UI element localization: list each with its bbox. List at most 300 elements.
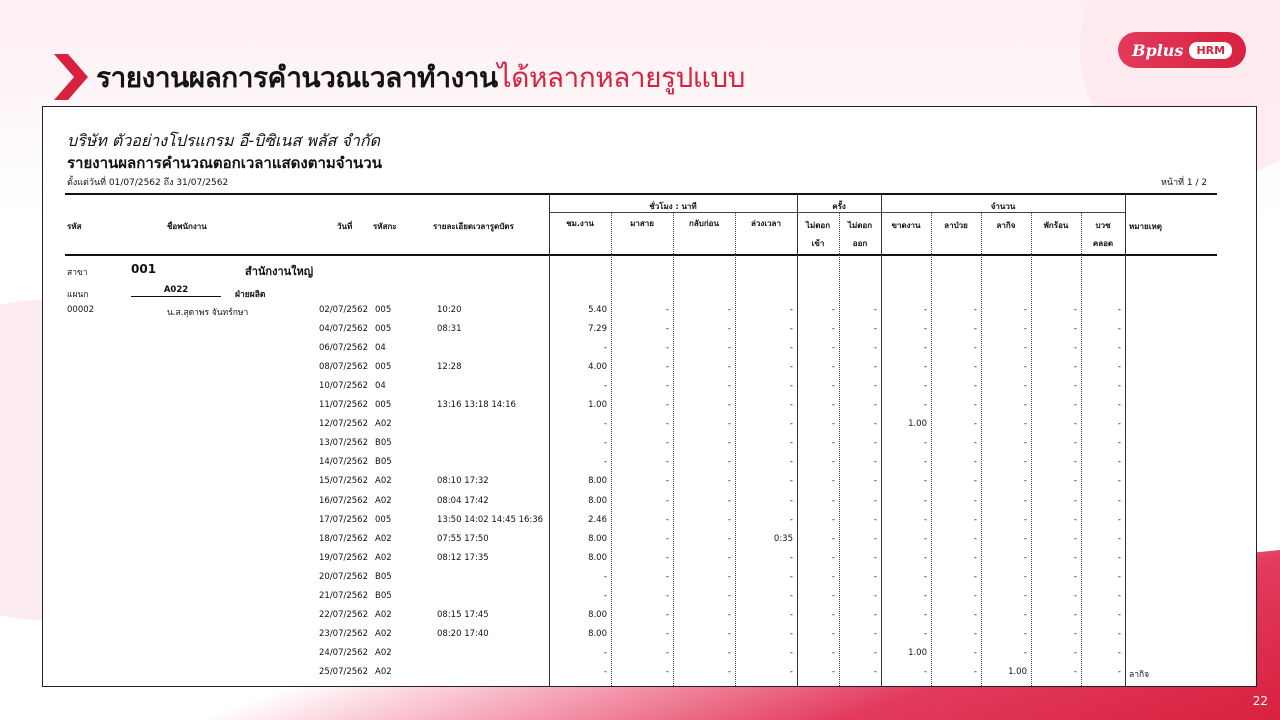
cell-work: - (603, 571, 607, 582)
cell-late: - (665, 647, 669, 658)
cell-vac: - (1073, 305, 1077, 315)
cell-ordain: - (1117, 343, 1121, 354)
cell-sick: - (973, 343, 977, 354)
cell-ot: - (789, 609, 793, 620)
branch-name: สำนักงานใหญ่ (245, 265, 314, 278)
cell-detail: 08:04 17:42 (437, 495, 489, 506)
header-early: กลับก่อน (689, 219, 719, 228)
cell-date: 06/07/2562 (319, 343, 368, 354)
cell-vac: - (1073, 438, 1077, 449)
cell-work: 7.29 (588, 324, 607, 335)
header-absent: ขาดงาน (891, 221, 921, 230)
cell-late: - (665, 324, 669, 335)
cell-detail: 12:28 (437, 362, 462, 373)
cell-sick: - (973, 419, 977, 430)
cell-late: - (665, 590, 669, 601)
header-late: มาสาย (630, 219, 654, 228)
cell-noout: - (873, 666, 877, 677)
cell-personal: - (1023, 495, 1027, 506)
cell-sick: - (973, 552, 977, 563)
cell-late: - (665, 419, 669, 430)
cell-ordain: - (1117, 609, 1121, 620)
cell-ordain: - (1117, 666, 1121, 677)
cell-early: - (727, 571, 731, 582)
cell-ot: - (789, 438, 793, 449)
cell-sick: - (973, 438, 977, 449)
cell-noout: - (873, 400, 877, 411)
cell-sick: - (973, 609, 977, 620)
cell-shift: A02 (375, 609, 392, 620)
slide-headline (96, 56, 745, 100)
cell-late: - (665, 305, 669, 315)
company-name: บริษัท ตัวอย่างโปรแกรม อี-บิซิเนส พลัส จำกัด (67, 131, 380, 150)
cell-vac: - (1073, 590, 1077, 601)
cell-shift: 005 (375, 400, 392, 411)
header-detail: รายละเอียดเวลารูดบัตร (433, 222, 514, 231)
cell-noout: - (873, 362, 877, 373)
header-group-hours: ชั่วโมง : นาที (649, 202, 697, 211)
cell-late: - (665, 438, 669, 449)
cell-early: - (727, 514, 731, 525)
cell-early: - (727, 476, 731, 487)
headline-accent: ได้หลากหลายรูปแบบ (497, 61, 745, 94)
cell-late: - (665, 571, 669, 582)
cell-sick: - (973, 647, 977, 658)
header-remark: หมายเหตุ (1129, 222, 1162, 231)
cell-date: 25/07/2562 (319, 666, 368, 677)
cell-late: - (665, 457, 669, 468)
cell-date: 22/07/2562 (319, 609, 368, 620)
cell-shift: A02 (375, 419, 392, 430)
cell-sick: - (973, 666, 977, 677)
cell-early: - (727, 457, 731, 468)
header-no-in-2: เข้า (811, 239, 825, 248)
cell-noout: - (873, 419, 877, 430)
dept-name: ฝ่ายผลิต (235, 290, 266, 300)
cell-ot: - (789, 324, 793, 335)
cell-personal: - (1023, 647, 1027, 658)
cell-ordain: - (1117, 324, 1121, 335)
cell-ordain: - (1117, 552, 1121, 563)
cell-ot: - (789, 381, 793, 392)
cell-shift: 005 (375, 305, 392, 315)
cell-date: 24/07/2562 (319, 647, 368, 658)
cell-detail: 08:12 17:35 (437, 552, 489, 563)
logo-badge: HRM (1189, 42, 1232, 59)
cell-date: 04/07/2562 (319, 324, 368, 335)
cell-noin: - (831, 438, 835, 449)
header-bottom-rule (65, 254, 1217, 256)
cell-work: - (603, 457, 607, 468)
cell-absent: - (923, 305, 927, 315)
cell-ordain: - (1117, 305, 1121, 315)
cell-shift: 005 (375, 362, 392, 373)
cell-early: - (727, 324, 731, 335)
cell-ot: - (789, 666, 793, 677)
cell-vac: - (1073, 381, 1077, 392)
cell-noout: - (873, 552, 877, 563)
cell-vac: - (1073, 419, 1077, 430)
cell-shift: 005 (375, 514, 392, 525)
cell-late: - (665, 628, 669, 639)
cell-noout: - (873, 590, 877, 601)
cell-absent: - (923, 362, 927, 373)
cell-sick: - (973, 628, 977, 639)
cell-ordain: - (1117, 533, 1121, 544)
cell-ordain: - (1117, 400, 1121, 411)
cell-noout: - (873, 533, 877, 544)
header-no-in: ไม่ตอก (805, 221, 831, 230)
cell-sick: - (973, 533, 977, 544)
cell-noin: - (831, 343, 835, 354)
cell-vac: - (1073, 609, 1077, 620)
cell-ordain: - (1117, 457, 1121, 468)
cell-noout: - (873, 381, 877, 392)
cell-date: 12/07/2562 (319, 419, 368, 430)
cell-ot: - (789, 647, 793, 658)
cell-early: - (727, 628, 731, 639)
cell-early: - (727, 609, 731, 620)
cell-late: - (665, 362, 669, 373)
cell-noin: - (831, 476, 835, 487)
cell-vac: - (1073, 476, 1077, 487)
cell-ot: - (789, 362, 793, 373)
cell-noin: - (831, 514, 835, 525)
cell-early: - (727, 495, 731, 506)
cell-ot: - (789, 305, 793, 315)
cell-detail: 07:55 17:50 (437, 533, 489, 544)
cell-ot: - (789, 514, 793, 525)
cell-absent: - (923, 609, 927, 620)
headline-main: รายงานผลการคำนวณเวลาทำงาน (96, 61, 498, 94)
cell-late: - (665, 514, 669, 525)
cell-personal: - (1023, 552, 1027, 563)
cell-detail: 10:20 (437, 305, 462, 315)
cell-personal: - (1023, 419, 1027, 430)
cell-vac: - (1073, 571, 1077, 582)
cell-late: - (665, 343, 669, 354)
cell-ot: - (789, 476, 793, 487)
cell-noin: - (831, 495, 835, 506)
cell-date: 16/07/2562 (319, 495, 368, 506)
cell-personal: - (1023, 476, 1027, 487)
report-sheet (42, 106, 1257, 687)
cell-ot: - (789, 419, 793, 430)
cell-work: - (603, 666, 607, 677)
dept-code: A022 (131, 285, 221, 297)
cell-sick: - (973, 495, 977, 506)
cell-noout: - (873, 476, 877, 487)
cell-ot: - (789, 552, 793, 563)
cell-early: - (727, 647, 731, 658)
cell-absent: - (923, 533, 927, 544)
cell-shift: A02 (375, 552, 392, 563)
cell-date: 15/07/2562 (319, 476, 368, 487)
cell-sick: - (973, 457, 977, 468)
header-ordain: บวช (1095, 221, 1111, 230)
cell-ordain: - (1117, 628, 1121, 639)
cell-date: 20/07/2562 (319, 571, 368, 582)
cell-noin: - (831, 305, 835, 315)
cell-sick: - (973, 514, 977, 525)
cell-personal: - (1023, 324, 1027, 335)
cell-remark: ลากิจ (1129, 669, 1150, 680)
cell-work: - (603, 647, 607, 658)
cell-work: 5.40 (588, 305, 607, 315)
cell-ordain: - (1117, 381, 1121, 392)
cell-work: 8.00 (588, 628, 607, 639)
cell-shift: B05 (375, 590, 392, 601)
cell-date: 02/07/2562 (319, 305, 368, 315)
cell-work: 1.00 (588, 400, 607, 411)
cell-noout: - (873, 495, 877, 506)
cell-personal: - (1023, 343, 1027, 354)
cell-work: 8.00 (588, 533, 607, 544)
cell-late: - (665, 609, 669, 620)
cell-detail: 08:20 17:40 (437, 628, 489, 639)
cell-shift: 04 (375, 381, 386, 392)
cell-vac: - (1073, 533, 1077, 544)
cell-personal: - (1023, 305, 1027, 315)
cell-work: - (603, 590, 607, 601)
cell-absent: - (923, 590, 927, 601)
cell-absent: - (923, 324, 927, 335)
cell-sick: - (973, 476, 977, 487)
header-no-out: ไม่ตอก (847, 221, 873, 230)
cell-absent: - (923, 400, 927, 411)
report-title: รายงานผลการคำนวณตอกเวลาแสดงตามจำนวน (67, 154, 382, 172)
dept-label: แผนก (67, 290, 89, 300)
cell-absent: - (923, 628, 927, 639)
cell-noout: - (873, 457, 877, 468)
cell-noout: - (873, 438, 877, 449)
slide-page-number: 22 (1252, 694, 1268, 708)
cell-ot: - (789, 400, 793, 411)
cell-noout: - (873, 571, 877, 582)
branch-label: สาขา (67, 268, 88, 278)
header-work-hours: ชม.งาน (566, 219, 594, 228)
logo-text: Bplus (1132, 40, 1184, 60)
cell-late: - (665, 533, 669, 544)
cell-work: 4.00 (588, 362, 607, 373)
cell-detail: 13:50 14:02 14:45 16:36 (437, 514, 544, 525)
cell-vac: - (1073, 400, 1077, 411)
brand-logo (1118, 32, 1246, 68)
cell-shift: 005 (375, 324, 392, 335)
cell-early: - (727, 400, 731, 411)
cell-work: 8.00 (588, 495, 607, 506)
cell-vac: - (1073, 552, 1077, 563)
cell-ordain: - (1117, 647, 1121, 658)
cell-date: 21/07/2562 (319, 590, 368, 601)
cell-personal: - (1023, 438, 1027, 449)
cell-noout: - (873, 647, 877, 658)
cell-shift: A02 (375, 628, 392, 639)
cell-late: - (665, 476, 669, 487)
cell-ot: 0:35 (773, 533, 793, 544)
cell-date: 19/07/2562 (319, 552, 368, 563)
cell-date: 23/07/2562 (319, 628, 368, 639)
cell-noin: - (831, 400, 835, 411)
cell-noout: - (873, 324, 877, 335)
cell-personal: - (1023, 381, 1027, 392)
header-date: วันที่ (337, 222, 353, 231)
cell-noin: - (831, 419, 835, 430)
cell-shift: A02 (375, 533, 392, 544)
cell-date: 13/07/2562 (319, 438, 368, 449)
cell-absent: - (923, 476, 927, 487)
cell-ordain: - (1117, 571, 1121, 582)
cell-absent: - (923, 552, 927, 563)
cell-absent: - (923, 666, 927, 677)
cell-absent: - (923, 381, 927, 392)
cell-vac: - (1073, 514, 1077, 525)
cell-absent: - (923, 571, 927, 582)
cell-noout: - (873, 305, 877, 315)
cell-ordain: - (1117, 419, 1121, 430)
cell-early: - (727, 381, 731, 392)
cell-noin: - (831, 533, 835, 544)
cell-personal: - (1023, 628, 1027, 639)
date-range: ตั้งแต่วันที่ 01/07/2562 ถึง 31/07/2562 (67, 178, 229, 188)
cell-work: 8.00 (588, 609, 607, 620)
cell-noin: - (831, 647, 835, 658)
header-name: ชื่อพนักงาน (167, 222, 207, 231)
cell-noin: - (831, 666, 835, 677)
header-personal: ลากิจ (996, 221, 1016, 230)
cell-noin: - (831, 609, 835, 620)
cell-early: - (727, 533, 731, 544)
cell-personal: - (1023, 362, 1027, 373)
cell-vac: - (1073, 343, 1077, 354)
employee-code: 00002 (67, 305, 95, 315)
header-group-times: ครั้ง (832, 202, 846, 211)
cell-sick: - (973, 571, 977, 582)
cell-noin: - (831, 457, 835, 468)
header-group-count: จำนวน (990, 202, 1016, 211)
cell-absent: 1.00 (908, 419, 927, 430)
header-overtime: ล่วงเวลา (751, 219, 781, 228)
employee-name: น.ส.สุดาพร จันทร์กษา (167, 308, 249, 318)
cell-noin: - (831, 571, 835, 582)
cell-shift: B05 (375, 457, 392, 468)
cell-ordain: - (1117, 476, 1121, 487)
cell-late: - (665, 666, 669, 677)
cell-personal: - (1023, 533, 1027, 544)
cell-work: - (603, 438, 607, 449)
cell-noout: - (873, 609, 877, 620)
cell-shift: 04 (375, 343, 386, 354)
cell-early: - (727, 419, 731, 430)
cell-absent: - (923, 514, 927, 525)
cell-vac: - (1073, 628, 1077, 639)
cell-ordain: - (1117, 514, 1121, 525)
cell-date: 18/07/2562 (319, 533, 368, 544)
cell-sick: - (973, 362, 977, 373)
cell-vac: - (1073, 666, 1077, 677)
cell-vac: - (1073, 647, 1077, 658)
cell-date: 17/07/2562 (319, 514, 368, 525)
cell-noin: - (831, 628, 835, 639)
cell-ot: - (789, 571, 793, 582)
cell-noin: - (831, 324, 835, 335)
cell-noin: - (831, 590, 835, 601)
report-page-info: หน้าที่ 1 / 2 (1161, 178, 1208, 188)
cell-late: - (665, 381, 669, 392)
cell-detail: 08:10 17:32 (437, 476, 489, 487)
cell-personal: - (1023, 609, 1027, 620)
cell-detail: 08:15 17:45 (437, 609, 489, 620)
cell-early: - (727, 590, 731, 601)
chevron-right-icon (54, 54, 88, 100)
cell-shift: B05 (375, 438, 392, 449)
cell-shift: B05 (375, 571, 392, 582)
cell-ot: - (789, 343, 793, 354)
cell-work: 8.00 (588, 476, 607, 487)
cell-noout: - (873, 343, 877, 354)
cell-vac: - (1073, 495, 1077, 506)
cell-early: - (727, 362, 731, 373)
cell-work: - (603, 419, 607, 430)
cell-shift: A02 (375, 666, 392, 677)
header-ordain-2: คลอด (1092, 239, 1114, 248)
branch-code: 001 (131, 262, 157, 276)
header-top-rule (65, 193, 1217, 195)
cell-absent: - (923, 343, 927, 354)
cell-absent: 1.00 (908, 647, 927, 658)
cell-date: 14/07/2562 (319, 457, 368, 468)
cell-ordain: - (1117, 590, 1121, 601)
cell-ordain: - (1117, 495, 1121, 506)
cell-personal: - (1023, 400, 1027, 411)
cell-work: - (603, 381, 607, 392)
cell-early: - (727, 438, 731, 449)
cell-noin: - (831, 362, 835, 373)
cell-ot: - (789, 590, 793, 601)
cell-late: - (665, 552, 669, 563)
cell-ot: - (789, 495, 793, 506)
cell-noout: - (873, 628, 877, 639)
cell-ordain: - (1117, 438, 1121, 449)
cell-ordain: - (1117, 362, 1121, 373)
cell-absent: - (923, 438, 927, 449)
cell-work: 2.46 (588, 514, 607, 525)
cell-personal: - (1023, 514, 1027, 525)
header-vacation: พักร้อน (1043, 221, 1069, 230)
cell-detail: 13:16 13:18 14:16 (437, 400, 516, 411)
header-sick: ลาป่วย (944, 221, 968, 230)
cell-sick: - (973, 590, 977, 601)
cell-work: 8.00 (588, 552, 607, 563)
header-shift: รหัสกะ (373, 222, 397, 231)
cell-noin: - (831, 381, 835, 392)
cell-vac: - (1073, 362, 1077, 373)
cell-absent: - (923, 457, 927, 468)
cell-early: - (727, 305, 731, 315)
cell-late: - (665, 400, 669, 411)
cell-shift: A02 (375, 495, 392, 506)
cell-detail: 08:31 (437, 324, 462, 335)
cell-personal: - (1023, 571, 1027, 582)
cell-ot: - (789, 457, 793, 468)
cell-sick: - (973, 400, 977, 411)
cell-personal: 1.00 (1008, 666, 1027, 677)
cell-early: - (727, 552, 731, 563)
cell-early: - (727, 343, 731, 354)
cell-personal: - (1023, 590, 1027, 601)
cell-ot: - (789, 628, 793, 639)
cell-absent: - (923, 495, 927, 506)
